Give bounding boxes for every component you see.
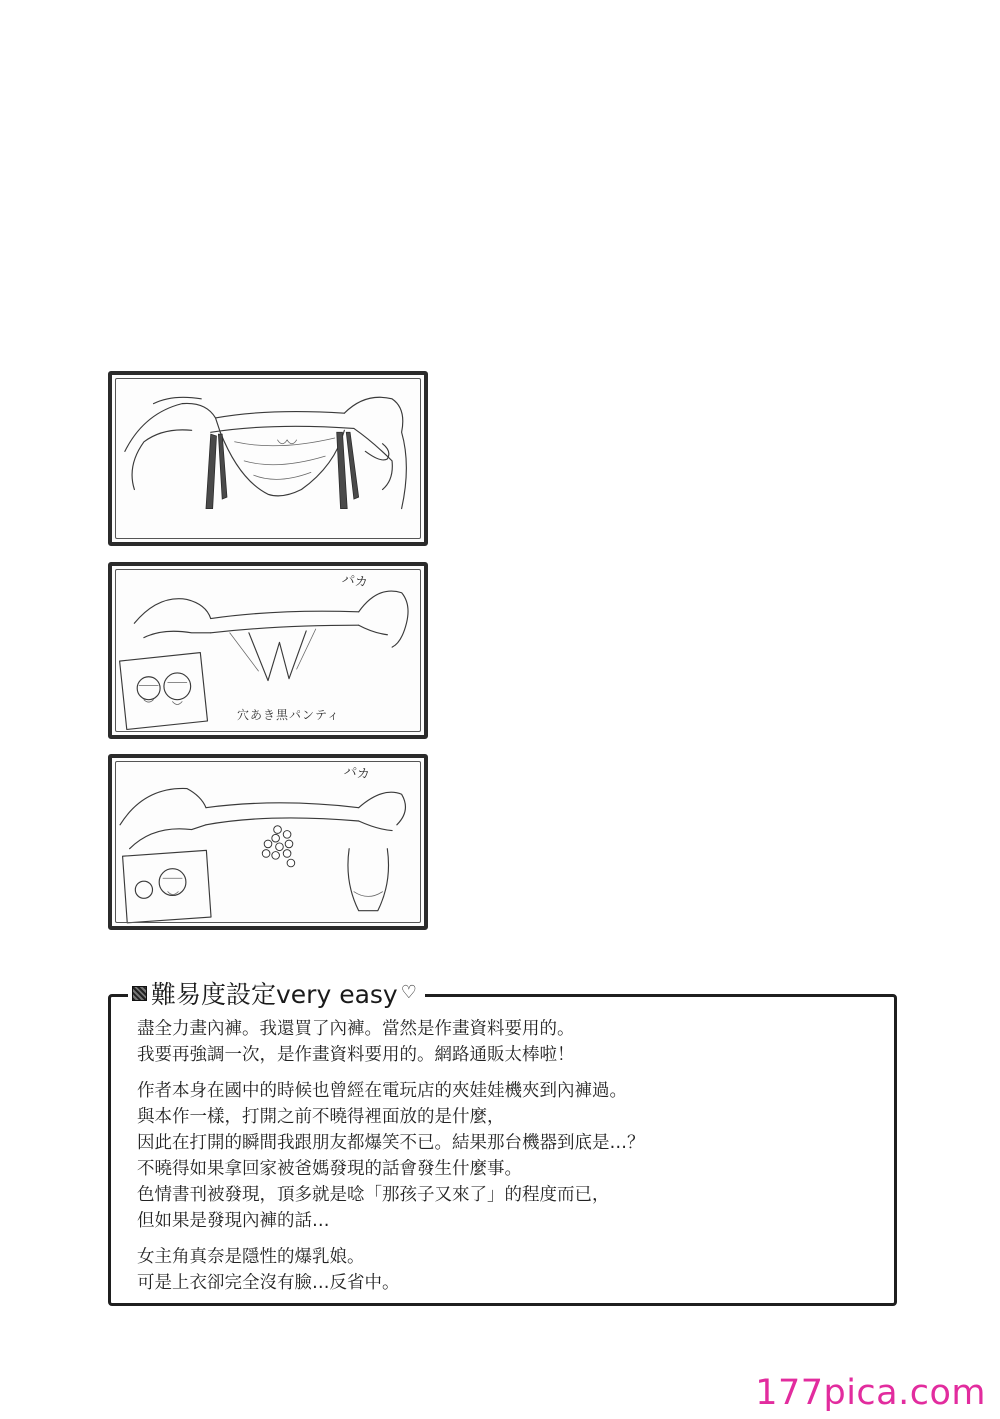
- note-line: 不曉得如果拿回家被爸媽發現的話會發生什麼事。: [137, 1159, 522, 1179]
- note-line: 因此在打開的瞬間我跟朋友都爆笑不已。結果那台機器到底是…？: [137, 1133, 645, 1153]
- heart-icon: ♡: [400, 982, 417, 1003]
- panel-2-sfx: パカ: [340, 572, 369, 591]
- sketch-panel-3: [108, 754, 428, 930]
- author-note-title: [128, 977, 425, 1009]
- note-line: 可是上衣卻完全沒有臉…反省中。: [137, 1273, 400, 1293]
- sketch-panel-2: [108, 562, 428, 739]
- note-line: 但如果是發現內褲的話…: [137, 1211, 330, 1231]
- site-watermark: 177pica.com: [755, 1373, 986, 1413]
- panel-2-caption: 穴あき黒パンティ: [237, 708, 341, 722]
- note-line: 盡全力畫內褲。我還買了內褲。當然是作畫資料要用的。: [137, 1019, 575, 1039]
- sketch-panel-1: [108, 371, 428, 546]
- note-line: 色情書刊被發現，頂多就是唸「那孩子又來了」的程度而已，: [137, 1185, 610, 1205]
- note-line: 我要再強調一次，是作畫資料要用的。網路通販太棒啦！: [137, 1045, 575, 1065]
- panel-3-sfx: パカ: [342, 764, 371, 783]
- note-line: 作者本身在國中的時候也曾經在電玩店的夾娃娃機夾到內褲過。: [137, 1081, 627, 1101]
- note-line: 與本作一樣，打開之前不曉得裡面放的是什麼，: [137, 1107, 505, 1127]
- note-line: 女主角真奈是隱性的爆乳娘。: [137, 1247, 365, 1267]
- panel-1-drawing: [112, 375, 424, 542]
- author-note-body: [137, 1016, 877, 1296]
- author-note-title-text: 難易度設定very easy: [151, 980, 398, 1009]
- hatched-square-icon: [132, 986, 147, 1001]
- panel-3-drawing: [112, 758, 424, 926]
